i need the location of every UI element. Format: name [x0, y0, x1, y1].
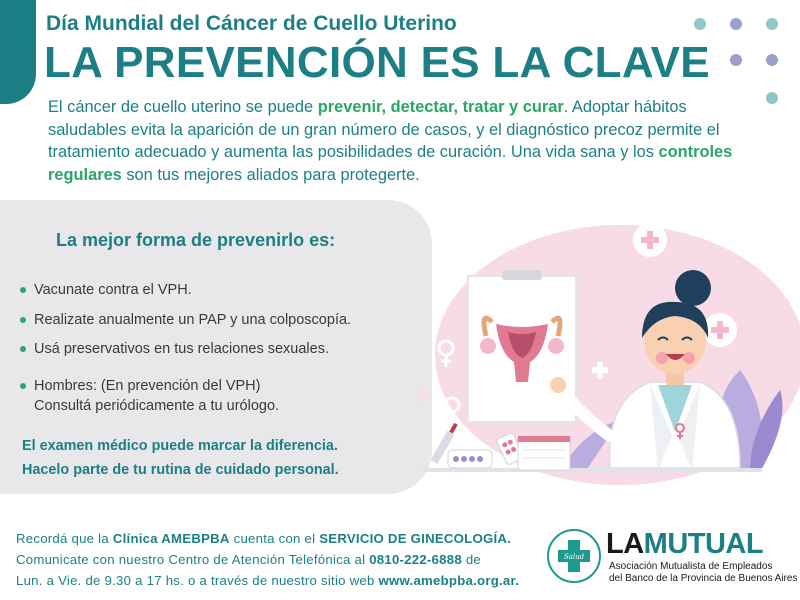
- dot: [766, 18, 778, 30]
- medical-cross-icon: [415, 388, 429, 402]
- dot: [766, 92, 778, 104]
- list-item: Realizate anualmente un PAP y una colposcopía.: [20, 310, 351, 330]
- dot: [694, 18, 706, 30]
- panel-heading: La mejor forma de prevenirlo es:: [56, 230, 336, 250]
- bullet-icon: [20, 383, 26, 389]
- la-mutual-logo: LAMUTUAL: [606, 528, 764, 560]
- page-title: LA PREVENCIÓN ES LA CLAVE: [44, 38, 710, 87]
- logo-caption-line1: Asociación Mutualista de Empleados: [609, 561, 773, 572]
- page-subtitle: Día Mundial del Cáncer de Cuello Uterino: [46, 12, 457, 35]
- uterus-board: [468, 270, 576, 422]
- dot: [730, 18, 742, 30]
- list-item: Usá preservativos en tus relaciones sexuales.: [20, 339, 329, 359]
- list-item: Hombres: (En prevención del VPH) Consultá periódicamente a tu urólogo.: [20, 376, 279, 416]
- bullet-icon: [20, 287, 26, 293]
- medical-cross-icon: [703, 313, 737, 347]
- health-seal-logo: [546, 528, 602, 584]
- calendar-icon: [518, 436, 570, 470]
- doctor-illustration: [410, 200, 800, 500]
- medical-cross-icon: [633, 223, 667, 257]
- intro-paragraph: El cáncer de cuello uterino se puede prevenir, detectar, tratar y curar. Adoptar hábitos saludables evita la aparición de un gran número de casos, y el diagnóstico precoz permite el tratamiento adecuado y aumenta las posibilidades de curación. Una vida sana y los controles regulares son tus mejores aliados para protegerte.: [48, 98, 733, 184]
- footer-contact-info: Recordá que la Clínica AMEBPBA cuenta con el SERVICIO DE GINECOLOGÍA. Comunicate con nuestro Centro de Atención Telefónica al 0810-222-6888 de Lun. a Vie. de 9.30 a 17 hs. o a través de nuestro sitio web www.amebpba.org.ar.: [16, 531, 520, 588]
- list-item: Vacunate contra el VPH.: [20, 280, 192, 300]
- call-to-action: El examen médico puede marcar la diferencia. Hacelo parte de tu rutina de cuidado personal.: [22, 438, 339, 478]
- dot: [766, 54, 778, 66]
- bullet-icon: [20, 317, 26, 323]
- svg-text:Salud: Salud: [563, 553, 585, 561]
- logo-caption-line2: del Banco de la Provincia de Buenos Aires: [609, 573, 798, 584]
- pills-icon: [448, 450, 492, 468]
- dot: [730, 54, 742, 66]
- website-link[interactable]: www.amebpba.org.ar.: [378, 573, 520, 588]
- bullet-icon: [20, 346, 26, 352]
- corner-tab-decoration: [0, 0, 36, 104]
